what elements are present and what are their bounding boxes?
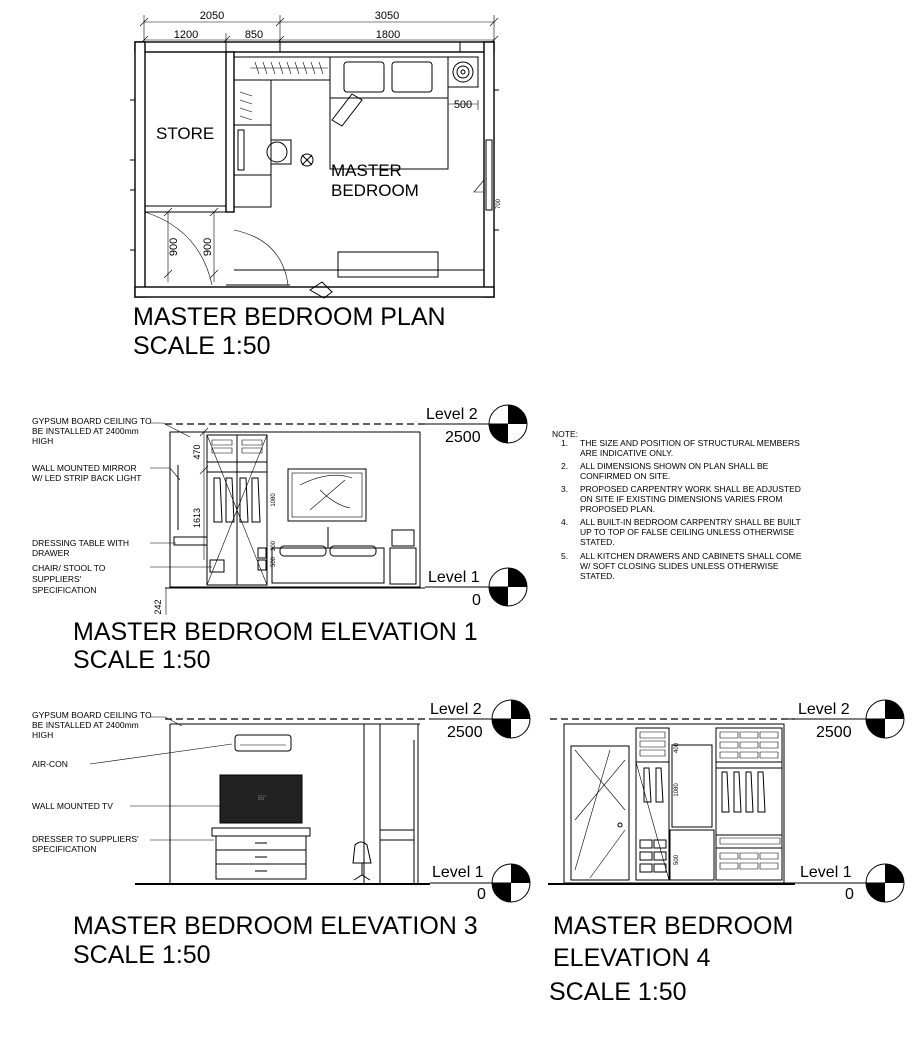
elevation1-scale: SCALE 1:50: [73, 646, 211, 674]
note-3-line-1: PROPOSED CARPENTRY WORK SHALL BE ADJUSTED: [580, 484, 801, 494]
level1-value-e1: 0: [472, 592, 481, 609]
level-marker-e3-l2: [430, 700, 530, 741]
label-gypsum-e1-l1: GYPSUM BOARD CEILING TO: [32, 416, 152, 426]
label-chair-l2: SUPPLIERS': [32, 574, 82, 584]
elevation4-title-line2: ELEVATION 4: [553, 944, 711, 972]
level2-name-e3: Level 2: [430, 701, 482, 718]
level2-name-e4: Level 2: [798, 701, 850, 718]
plan-dimensions: [140, 10, 498, 46]
plan-tv-console: [338, 252, 438, 277]
dim-door-900-left: 900: [168, 237, 180, 257]
master-bedroom-plan: [130, 10, 502, 360]
aircon-unit: [235, 735, 291, 751]
dim-200: 200: [271, 540, 277, 552]
label-gypsum-e3-l2: BE INSTALLED AT 2400mm: [32, 720, 139, 730]
level-marker-e1-l1: [425, 568, 527, 609]
room-label-store: STORE: [156, 124, 215, 143]
note-3-num: 3.: [561, 484, 569, 494]
level1-name-e4: Level 1: [800, 864, 852, 881]
level1-name-e1: Level 1: [428, 569, 480, 586]
note-1-line-2: ARE INDICATIVE ONLY.: [580, 448, 674, 458]
note-4-num: 4.: [561, 517, 569, 527]
dim-1613: 1613: [192, 507, 202, 529]
dim-242: 242: [153, 599, 163, 615]
note-2-num: 2.: [561, 461, 569, 471]
note-1-num: 1.: [561, 438, 569, 448]
note-3-line-2: ON SITE IF EXISTING DIMENSIONS VARIES FROM: [580, 494, 783, 504]
note-3-line-3: PROPOSED PLAN.: [580, 504, 656, 514]
label-dresser-l2: SPECIFICATION: [32, 844, 97, 854]
dim-3050: 3050: [374, 10, 400, 22]
label-dressing-l1: DRESSING TABLE WITH: [32, 538, 129, 548]
level2-name-e1: Level 2: [426, 406, 478, 423]
label-chair-l3: SPECIFICATION: [32, 585, 97, 595]
room-label-bedroom: BEDROOM: [331, 181, 419, 200]
label-mirror-l2: W/ LED STRIP BACK LIGHT: [32, 473, 142, 483]
room-label-master: MASTER: [331, 161, 402, 180]
dim-500: 500: [453, 99, 473, 111]
label-gypsum-e1-l2: BE INSTALLED AT 2400mm: [32, 426, 139, 436]
level2-value-e1: 2500: [445, 429, 481, 446]
level-marker-e4-l2: [784, 700, 904, 741]
plan-doors: [145, 180, 502, 285]
dim-500-e1: 500: [271, 556, 277, 568]
elevation-4: [548, 700, 904, 1006]
label-gypsum-e3-l3: HIGH: [32, 730, 54, 740]
note-2-line-2: CONFIRMED ON SITE.: [580, 471, 671, 481]
level2-value-e4: 2500: [816, 724, 852, 741]
note-5-line-3: STATED.: [580, 571, 615, 581]
plan-wardrobe: [234, 57, 330, 207]
dim-1080: 1080: [271, 493, 277, 507]
tv-size-label: 55": [257, 796, 267, 802]
label-dressing-l2: DRAWER: [32, 548, 70, 558]
dim-1080-e4: 1080: [674, 783, 680, 797]
note-4-line-1: ALL BUILT-IN BEDROOM CARPENTRY SHALL BE BUILT: [580, 517, 801, 527]
elevation1-title: MASTER BEDROOM ELEVATION 1: [73, 618, 478, 646]
elevation3-title: MASTER BEDROOM ELEVATION 3: [73, 912, 478, 940]
label-dresser-l1: DRESSER TO SUPPLIERS': [32, 834, 139, 844]
dim-500-e4: 500: [674, 854, 680, 866]
note-5-line-2: W/ SOFT CLOSING SLIDES UNLESS OTHERWISE: [580, 561, 779, 571]
dim-1800: 1800: [375, 29, 401, 41]
label-mirror-l1: WALL MOUNTED MIRROR: [32, 463, 137, 473]
dim-door-900-right: 900: [202, 237, 214, 257]
dim-1200: 1200: [173, 29, 199, 41]
dim-850: 850: [244, 29, 264, 41]
dim-400-e4: 400: [674, 742, 680, 754]
note-5-num: 5.: [561, 551, 569, 561]
note-4-line-2: UP TO TOP OF FALSE CEILING UNLESS OTHERWISE: [580, 527, 795, 537]
elevation-3: [32, 700, 530, 969]
level-marker-e4-l1: [784, 864, 904, 903]
level-marker-e3-l1: [430, 864, 530, 903]
elevation4-scale: SCALE 1:50: [549, 978, 687, 1006]
label-chair-l1: CHAIR/ STOOL TO: [32, 563, 106, 573]
level2-value-e3: 2500: [447, 724, 483, 741]
dim-700: 700: [496, 198, 502, 210]
level1-value-e4: 0: [845, 886, 854, 903]
plan-title: MASTER BEDROOM PLAN: [133, 303, 446, 331]
note-4-line-3: STATED.: [580, 537, 615, 547]
label-gypsum-e1-l3: HIGH: [32, 436, 54, 446]
level1-name-e3: Level 1: [432, 864, 484, 881]
notes-heading: NOTE:: [552, 429, 578, 439]
level1-value-e3: 0: [477, 886, 486, 903]
elevation4-title-line1: MASTER BEDROOM: [553, 912, 794, 940]
level-marker-e1-l2: [425, 405, 527, 446]
note-1-line-1: THE SIZE AND POSITION OF STRUCTURAL MEMBERS: [580, 438, 800, 448]
note-2-line-1: ALL DIMENSIONS SHOWN ON PLAN SHALL BE: [580, 461, 769, 471]
dim-470: 470: [192, 444, 202, 460]
dim-2050: 2050: [199, 10, 225, 22]
elevation3-scale: SCALE 1:50: [73, 941, 211, 969]
notes-block: [552, 429, 802, 581]
plan-scale: SCALE 1:50: [133, 332, 271, 360]
dresser-top: [212, 828, 310, 836]
label-gypsum-e3-l1: GYPSUM BOARD CEILING TO: [32, 710, 152, 720]
note-5-line-1: ALL KITCHEN DRAWERS AND CABINETS SHALL COME: [580, 551, 802, 561]
chair: [353, 842, 371, 880]
elevation-1: [32, 405, 527, 674]
label-wall-tv: WALL MOUNTED TV: [32, 801, 113, 811]
label-aircon: AIR-CON: [32, 759, 68, 769]
